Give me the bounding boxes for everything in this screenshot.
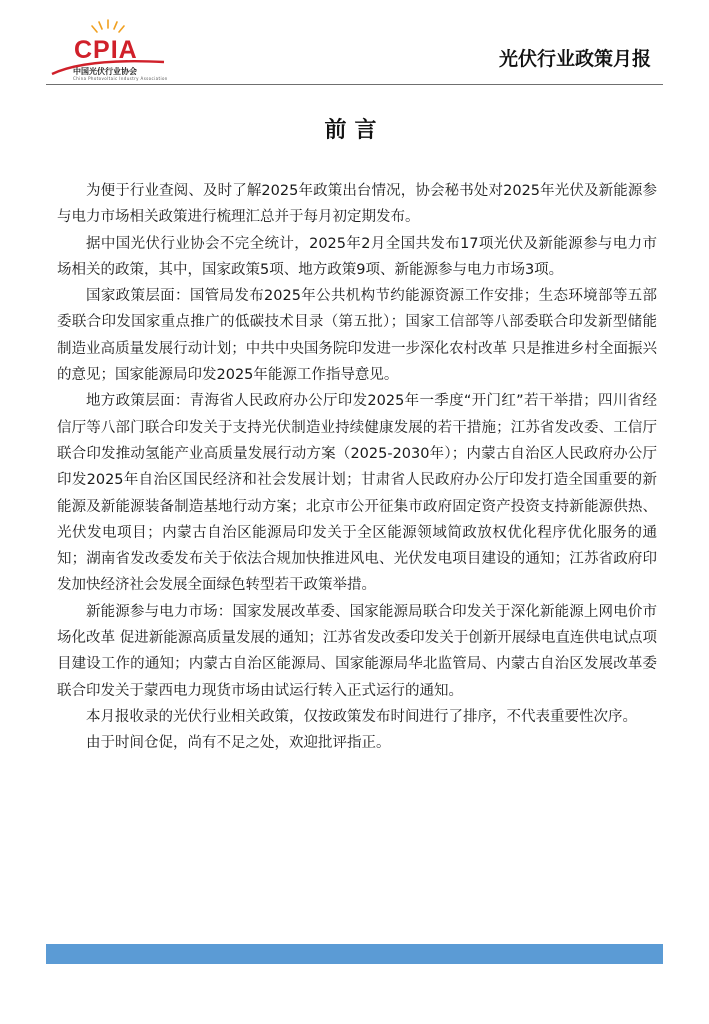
paragraph: 地方政策层面：青海省人民政府办公厅印发2025年一季度“开门红”若干举措；四川省经信厅等八部门联合印发关于支持光伏制造业持续健康发展的若干措施；江苏省发改委、工信厅联合印发推动氢能产业高质量发展行动方案（2025-2030年）；内蒙古自治区人民政府办公厅印发2025年自治区国民经济和社会发展计划；甘肃省人民政府办公厅印发打造全国重要的新能源及新能源装备制造基地行动方案；北京市公开征集市政府固定资产投资支持新能源供热、光伏发电项目；内蒙古自治区能源局印发关于全区能源领域简政放权优化程序优化服务的通知；湖南省发改委发布关于依法合规加快推进风电、光伏发电项目建设的通知；江苏省政府印发加快经济社会发展全面绿色转型若干政策举措。	[57, 393, 657, 594]
preface-body	[57, 178, 657, 757]
logo-text: CPIA	[74, 36, 138, 64]
paragraph: 新能源参与电力市场：国家发展改革委、国家能源局联合印发关于深化新能源上网电价市场化改革 促进新能源高质量发展的通知；江苏省发改委印发关于创新开展绿电直连供电试点项目建设工作的通知；内蒙古自治区能源局、国家能源局华北监管局、内蒙古自治区发展改革委联合印发关于蒙西电力现货市场由试运行转入正式运行的通知。	[57, 603, 657, 699]
preface-heading: 前言	[324, 118, 385, 143]
paragraph: 据中国光伏行业协会不完全统计，2025年2月全国共发布17项光伏及新能源参与电力市场相关的政策，其中，国家政策5项、地方政策9项、新能源参与电力市场3项。	[57, 235, 657, 278]
paragraph: 国家政策层面：国管局发布2025年公共机构节约能源资源工作安排；生态环境部等五部委联合印发国家重点推广的低碳技术目录（第五批）；国家工信部等八部委联合印发新型储能制造业高质量发展行动计划；中共中央国务院印发进一步深化农村改革 只是推进乡村全面振兴的意见；国家能源局印发2025年能源工作指导意见。	[57, 288, 657, 384]
logo-english-name: China Photovoltaic Industry Association	[73, 76, 168, 81]
logo-chinese-name: 中国光伏行业协会	[73, 67, 137, 76]
footer-bar	[46, 944, 663, 964]
cpia-logo	[46, 18, 170, 82]
header-divider	[46, 84, 663, 85]
paragraph: 由于时间仓促，尚有不足之处，欢迎批评指正。	[86, 735, 391, 752]
paragraph: 为便于行业查阅、及时了解2025年政策出台情况，协会秘书处对2025年光伏及新能源参与电力市场相关政策进行梳理汇总并于每月初定期发布。	[57, 183, 657, 226]
paragraph: 本月报收录的光伏行业相关政策，仅按政策发布时间进行了排序，不代表重要性次序。	[86, 708, 637, 725]
report-title: 光伏行业政策月报	[498, 48, 651, 70]
